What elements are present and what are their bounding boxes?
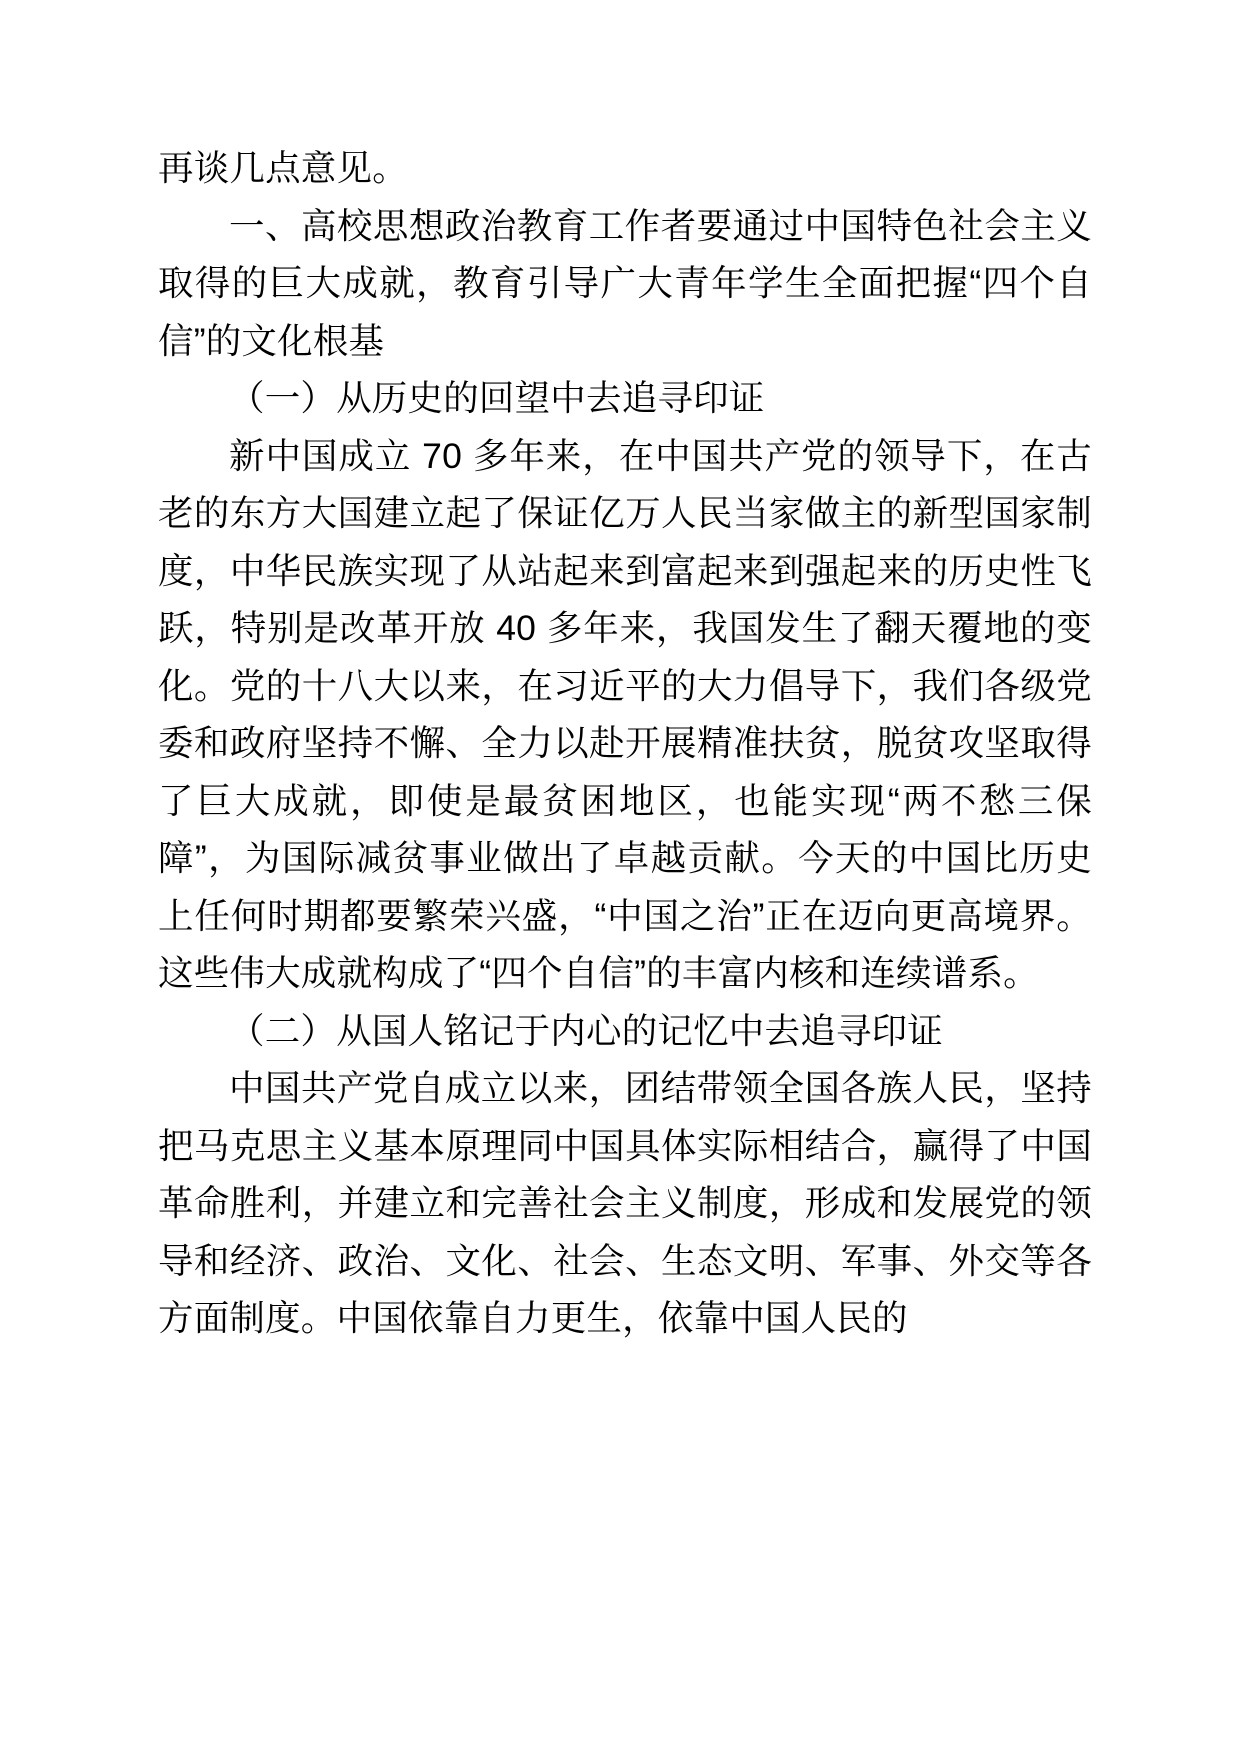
heading-section-one: 一、高校思想政治教育工作者要通过中国特色社会主义取得的巨大成就，教育引导广大青年学生全面把握“四个自信”的文化根基: [158, 205, 1092, 361]
paragraph-body-1: 新中国成立 70 多年来，在中国共产党的领导下，在古老的东方大国建立起了保证亿万人民当家做主的新型国家制度，中华民族实现了从站起来到富起来到强起来的历史性飞跃，特别是改革开放 40 多年来，我国发生了翻天覆地的变化。党的十八大以来，在习近平的大力倡导下，我们各级党委和政府坚持不懈、全力以赴开展精准扶贫，脱贫攻坚取得了巨大成就，即使是最贫困地区，也能实现“两不愁三保障”，为国际减贫事业做出了卓越贡献。今天的中国比历史上任何时期都要繁荣兴盛，“中国之治”正在迈向更高境界。这些伟大成就构成了“四个自信”的丰富内核和连续谱系。: [158, 435, 1092, 993]
subheading-one-2: （二）从国人铭记于内心的记忆中去追寻印证: [229, 1010, 944, 1051]
document-body: [158, 140, 1092, 1348]
paragraph-body-2: 中国共产党自成立以来，团结带领全国各族人民，坚持把马克思主义基本原理同中国具体实际相结合，赢得了中国革命胜利，并建立和完善社会主义制度，形成和发展党的领导和经济、政治、文化、社会、生态文明、军事、外交等各方面制度。中国依靠自力更生，依靠中国人民的: [158, 1068, 1092, 1338]
subheading-one-1: （一）从历史的回望中去追寻印证: [229, 378, 765, 418]
paragraph-continuation: 再谈几点意见。: [158, 148, 408, 188]
